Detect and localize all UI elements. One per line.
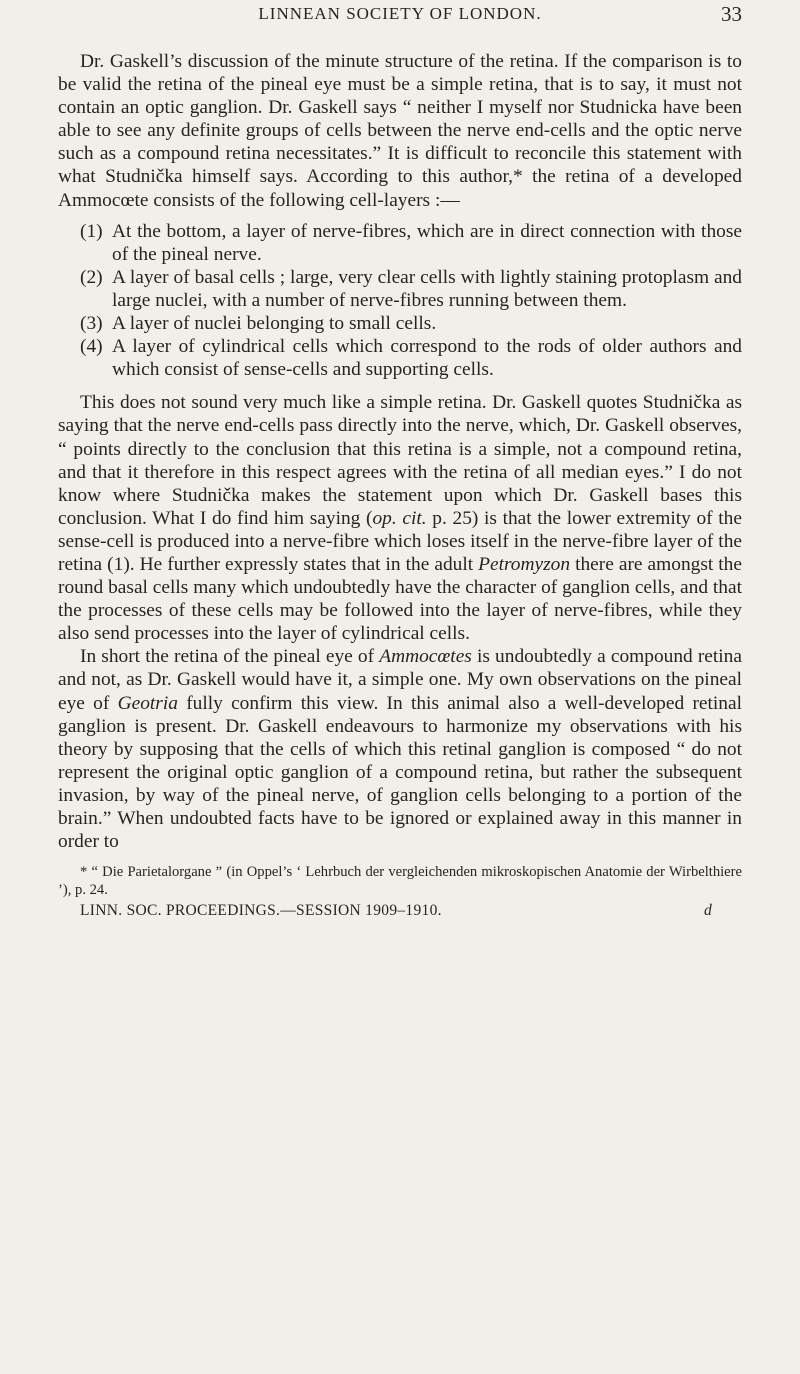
page-footer [58, 902, 742, 920]
list-item-text: At the bottom, a layer of nerve-fibres, which are in direct connection with those of the pineal nerve. [112, 220, 742, 265]
petromyzon-term: Petromyzon [478, 553, 571, 575]
paragraph-2-text-c: there are amongst the round basal cells many which undoubtedly have the character of ganglion cells, and that the processes of these cells may be followed into the layer of nerve-fibres, while they also send processes into the layer of cylindrical cells. [58, 553, 742, 645]
list-item-number: (2) [80, 266, 103, 288]
list-item-text: A layer of nuclei belonging to small cells. [112, 313, 437, 335]
proceedings-line: LINN. SOC. PROCEEDINGS.—SESSION 1909–1910. [80, 902, 442, 920]
paragraph-1: Dr. Gaskell’s discussion of the minute structure of the retina. If the comparison is to be valid the retina of the pineal eye must be a simple retina, that is to say, it must not contain an optic ganglion. Dr. Gaskell says “ neither I myself nor Studnicka have been able to see any definite groups of cells between the nerve end-cells and the optic nerve such as a compound retina necessitates.” It is difficult to reconcile this statement with what Studnička himself says. According to this author,* the retina of a developed Ammocœte consists of the following cell-layers :— [58, 51, 742, 211]
running-title: LINNEAN SOCIETY OF LONDON. [258, 4, 542, 23]
op-cit-citation: op. cit. [372, 507, 427, 529]
paragraph-3-text-c: fully confirm this view. In this animal also a well-developed retinal ganglion is present. Dr. Gaskell endeavours to harmonize my observations with his theory by supposing that the cells of which this retinal ganglion is composed “ do not represent the original optic ganglion of a compound retina, but rather the subsequent invasion, by way of the pineal nerve, of ganglion cells belonging to a portion of the brain.” When undoubted facts have to be ignored or explained away in this manner in order to [58, 692, 742, 853]
page-number: 33 [721, 2, 742, 26]
list-item-text: A layer of cylindrical cells which correspond to the rods of older authors and which consist of sense-cells and supporting cells. [112, 336, 742, 381]
paragraph-3 [58, 645, 742, 853]
list-item-number: (3) [80, 313, 103, 335]
paragraph-2-text-a: This does not sound very much like a simple retina. Dr. Gaskell quotes Studnička as saying that the nerve end-cells pass directly into the nerve, which, Dr. Gaskell observes, “ points directly to the conclusion that this retina is a simple, not a compound retina, and that it therefore in this respect agrees with the retina of all median eyes.” I do not know where Studnička makes the statement upon which Dr. Gaskell bases this conclusion. What I do find him saying ( [58, 392, 742, 529]
running-header [58, 0, 742, 50]
geotria-term: Geotria [117, 692, 178, 714]
list-item [58, 312, 742, 335]
footnote [58, 863, 742, 899]
list-item-number: (4) [80, 336, 103, 358]
cell-layer-list [58, 220, 742, 382]
paragraph-3-text-a: In short the retina of the pineal eye of [80, 646, 380, 668]
footnote-text: * “ Die Parietalorgane ” (in Oppel’s ‘ Lehrbuch der vergleichenden mikroskopischen Anatomie der Wirbelthiere ’), p. 24. [58, 864, 742, 899]
list-item [58, 220, 742, 266]
signature-mark: d [703, 902, 712, 920]
list-item-number: (1) [80, 220, 103, 242]
paragraph-3-text-b: is undoubtedly a compound retina and not, as Dr. Gaskell would have it, a simple one. My own observations on the pineal eye of [58, 646, 742, 714]
list-item [58, 266, 742, 312]
body-text [58, 50, 742, 853]
list-item-text: A layer of basal cells ; large, very clear cells with lightly staining protoplasm and large nuclei, with a number of nerve-fibres running between them. [112, 266, 742, 311]
ammocoetes-term: Ammocœtes [379, 646, 472, 668]
paragraph-2 [58, 391, 742, 645]
list-item [58, 335, 742, 381]
paragraph-2-text-b: p. 25) is that the lower extremity of the sense-cell is produced into a nerve-fibre which loses itself in the nerve-fibre layer of the retina (1). He further expressly states that in the adult [58, 507, 742, 575]
